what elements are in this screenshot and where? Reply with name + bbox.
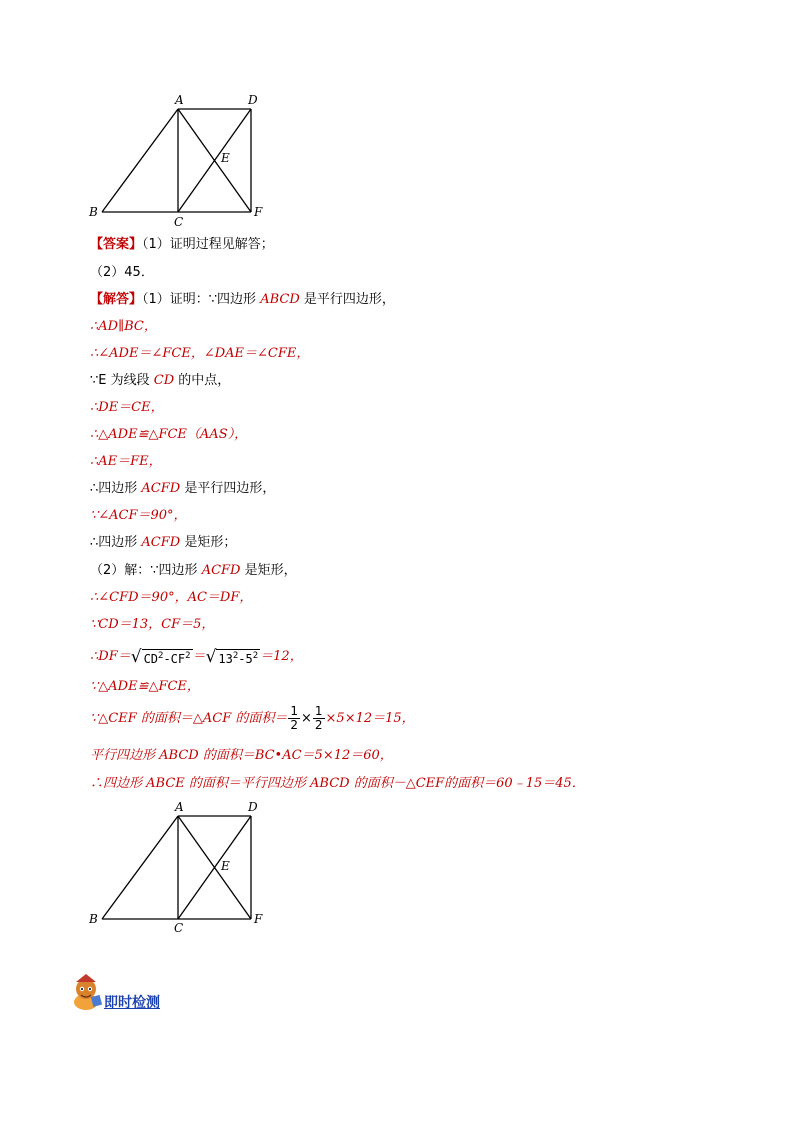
solution-line-1 — [90, 290, 395, 310]
fraction-denominator: 2 — [290, 718, 298, 732]
solution-line-17: 平行四边形 ABCD 的面积＝BC•AC＝5×12＝60， — [90, 748, 393, 763]
mascot-icon — [70, 972, 104, 1012]
sqrt-expression-2 — [206, 647, 261, 667]
solution-math: ACFD — [141, 481, 181, 496]
label-C: C — [174, 215, 184, 227]
solution-math: AAS — [199, 427, 228, 442]
label-A: A — [175, 93, 184, 107]
solution-text: ∴四边形 — [90, 481, 142, 496]
parallelogram-diagram — [86, 797, 276, 932]
radicand: -5 — [238, 651, 253, 666]
radicand: 13 — [218, 651, 233, 666]
radicand: -CF — [163, 651, 186, 666]
solution-line-2: ∴AD∥BC， — [90, 319, 157, 334]
solution-text: ∵E 为线段 — [90, 373, 154, 388]
solution-text: ∴四边形 — [90, 535, 142, 550]
answer-tag: 【答案】 — [90, 237, 143, 252]
solution-math: ACFD — [141, 535, 181, 550]
solution-line-18: ∴四边形 ABCE 的面积＝平行四边形 ABCD 的面积－△CEF的面积＝60﹣15＝45． — [90, 776, 585, 791]
solution-line-15: ∵△ADE≌△FCE， — [90, 679, 200, 694]
solution-line-3: ∴∠ADE＝∠FCE，∠DAE＝∠CFE， — [90, 346, 310, 361]
solution-math: CD — [153, 373, 175, 388]
sqrt-expression-1 — [131, 647, 193, 667]
solution-line-7: ∴AE＝FE， — [90, 454, 162, 469]
geometry-figure-bottom — [86, 797, 276, 932]
exponent: 2 — [252, 650, 259, 661]
solution-line-5: ∴DE＝CE， — [90, 400, 164, 415]
solution-math: ∴DF＝ — [90, 649, 131, 664]
solution-math: ABCD — [260, 292, 300, 307]
label-A: A — [175, 800, 184, 814]
label-D: D — [248, 800, 258, 814]
solution-line-16 — [90, 704, 415, 738]
solution-text: 是矩形， — [240, 563, 297, 578]
solution-text: 是平行四边形， — [299, 292, 395, 307]
section-title[interactable]: 即时检测 — [104, 995, 160, 1011]
solution-text: （1）证明：∵四边形 — [142, 292, 261, 307]
solution-math: ∵△CEF 的面积＝△ACF 的面积＝ — [90, 711, 288, 726]
label-B: B — [89, 205, 98, 219]
label-F: F — [254, 205, 263, 219]
solution-line-13: ∵CD＝13，CF＝5， — [90, 617, 215, 632]
label-B: B — [89, 912, 98, 926]
answer-line-2: （2）45． — [90, 265, 154, 280]
label-E: E — [221, 859, 230, 873]
solution-line-11 — [90, 561, 297, 581]
solution-text: （2）解：∵四边形 — [90, 563, 202, 578]
solution-math: ＝ — [192, 649, 206, 664]
parallelogram-diagram — [86, 92, 276, 227]
solution-math: ×5×12＝15， — [325, 711, 415, 726]
label-D: D — [248, 93, 258, 107]
exponent: 2 — [232, 650, 239, 661]
exponent: 2 — [158, 650, 164, 661]
solution-math: ∴△ADE≌△FCE（ — [90, 427, 200, 442]
radical-sign: √ — [205, 646, 217, 667]
fraction-numerator: 1 — [290, 704, 298, 718]
radical-sign: √ — [130, 646, 142, 667]
radicand: CD — [143, 651, 159, 666]
solution-line-9: ∵∠ACF＝90°， — [90, 508, 187, 523]
times-sign: × — [300, 711, 312, 726]
solution-line-14 — [90, 642, 303, 672]
solution-line-8 — [90, 479, 275, 499]
fraction-numerator: 1 — [314, 704, 323, 718]
solution-tag: 【解答】 — [90, 292, 143, 307]
solution-math: ＝12， — [260, 649, 303, 664]
solution-text: 是矩形； — [180, 535, 237, 550]
fraction — [313, 705, 325, 732]
solution-line-12: ∴∠CFD＝90°，AC＝DF， — [90, 590, 253, 605]
answer-part1: （1）证明过程见解答； — [142, 237, 274, 252]
solution-math: ACFD — [201, 563, 241, 578]
solution-text: 是平行四边形， — [180, 481, 276, 496]
fraction-denominator: 2 — [314, 718, 323, 732]
solution-line-10 — [90, 533, 236, 553]
label-E: E — [221, 151, 230, 165]
label-F: F — [254, 912, 263, 926]
label-C: C — [174, 921, 184, 932]
exponent: 2 — [185, 650, 191, 661]
solution-line-4 — [90, 371, 230, 391]
geometry-figure-top — [86, 92, 276, 227]
fraction — [288, 705, 300, 732]
answer-line-1 — [90, 235, 274, 255]
solution-line-6 — [90, 425, 247, 445]
solution-math: ）， — [227, 427, 248, 442]
solution-text: 的中点， — [174, 373, 231, 388]
